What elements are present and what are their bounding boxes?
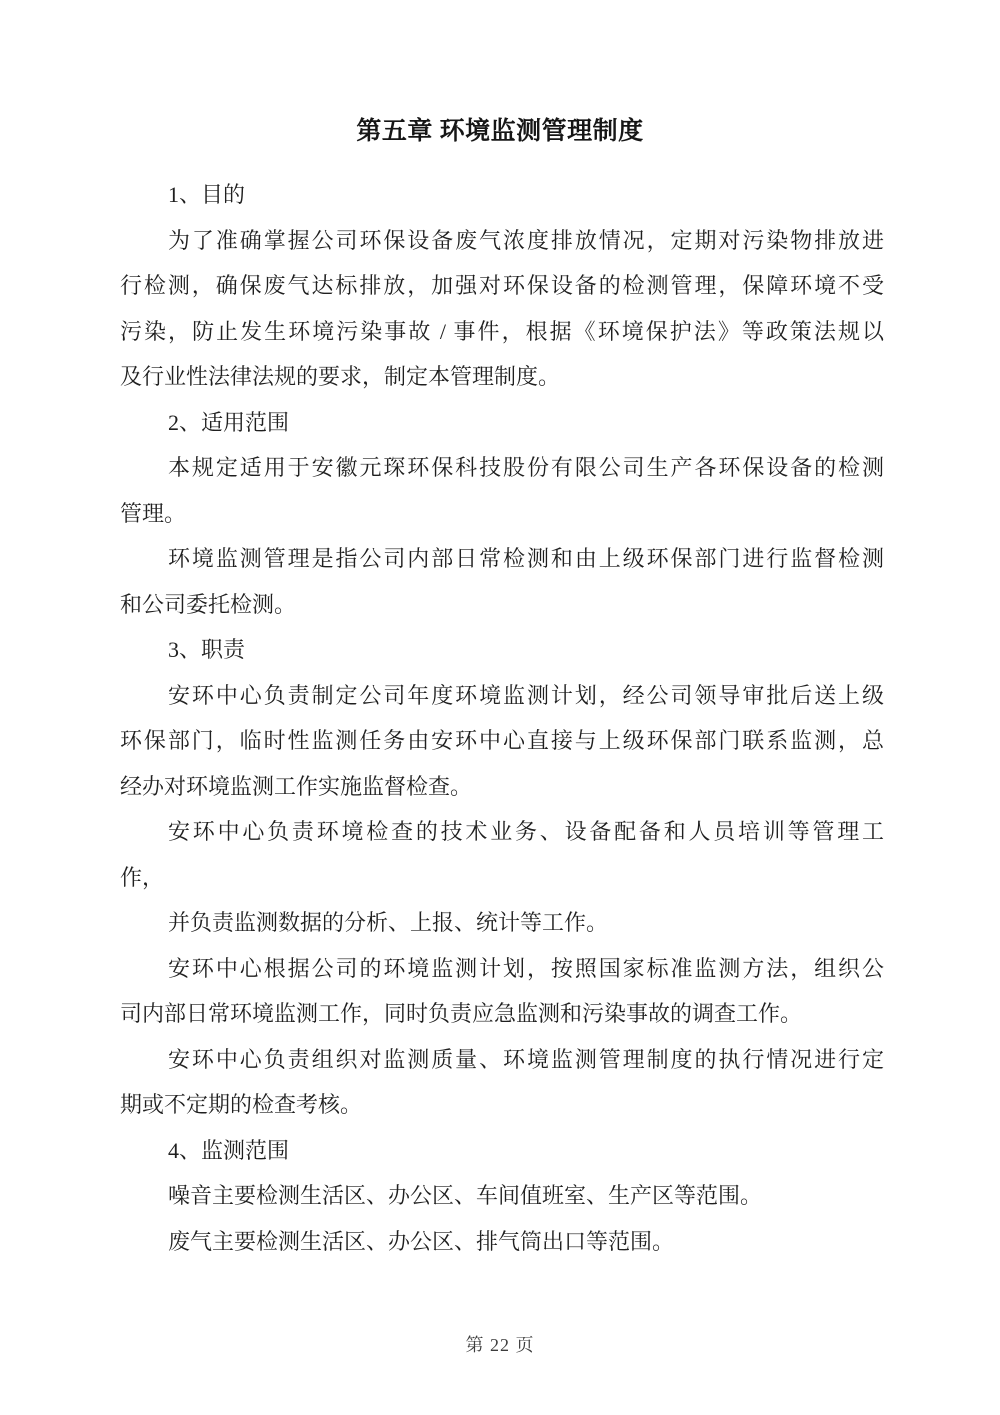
paragraph-line: 环境监测管理是指公司内部日常检测和由上级环保部门进行监督检测 bbox=[168, 546, 884, 571]
paragraph-line: 行检测，确保废气达标排放，加强对环保设备的检测管理，保障环境不受 bbox=[120, 273, 884, 298]
paragraph-line: 安环中心根据公司的环境监测计划，按照国家标准监测方法，组织公 bbox=[168, 955, 884, 981]
page-number: 第 22 页 bbox=[465, 1335, 535, 1355]
paragraph-line: 本规定适用于安徽元琛环保科技股份有限公司生产各环保设备的检测 bbox=[168, 455, 884, 480]
paragraph-line: 经办对环境监测工作实施监督检查。 bbox=[120, 773, 473, 799]
document-body bbox=[120, 172, 884, 1264]
paragraph-line: 污染，防止发生环境污染事故 / 事件，根据《环境保护法》等政策法规以 bbox=[120, 318, 884, 344]
paragraph-line: 及行业性法律法规的要求，制定本管理制度。 bbox=[120, 364, 561, 389]
paragraph-line: 为了准确掌握公司环保设备废气浓度排放情况，定期对污染物排放进 bbox=[168, 227, 884, 253]
paragraph-line: 管理。 bbox=[120, 500, 187, 526]
paragraph-line: 作， bbox=[120, 864, 165, 890]
paragraph-line: 噪音主要检测生活区、办公区、车间值班室、生产区等范围。 bbox=[168, 1183, 763, 1208]
paragraph-line: 安环中心负责制定公司年度环境监测计划，经公司领导审批后送上级 bbox=[168, 682, 884, 708]
paragraph-line: 安环中心负责组织对监测质量、环境监测管理制度的执行情况进行定 bbox=[168, 1046, 884, 1072]
paragraph-line: 废气主要检测生活区、办公区、排气筒出口等范围。 bbox=[168, 1228, 675, 1254]
paragraph-line: 司内部日常环境监测工作，同时负责应急监测和污染事故的调查工作。 bbox=[120, 1001, 803, 1026]
paragraph-line: 安环中心负责环境检查的技术业务、设备配备和人员培训等管理工 bbox=[168, 819, 884, 844]
section-heading-line: 1、目的 bbox=[168, 182, 246, 207]
paragraph-line: 并负责监测数据的分析、上报、统计等工作。 bbox=[168, 910, 609, 935]
section-heading-line: 3、职责 bbox=[168, 637, 246, 662]
paragraph-line: 和公司委托检测。 bbox=[120, 591, 297, 617]
paragraph-line: 期或不定期的检查考核。 bbox=[120, 1092, 363, 1117]
section-heading-line: 4、监测范围 bbox=[168, 1137, 290, 1163]
paragraph-line: 环保部门，临时性监测任务由安环中心直接与上级环保部门联系监测，总 bbox=[120, 728, 884, 753]
chapter-title: 第五章 环境监测管理制度 bbox=[356, 118, 644, 145]
section-heading-line: 2、适用范围 bbox=[168, 409, 290, 435]
